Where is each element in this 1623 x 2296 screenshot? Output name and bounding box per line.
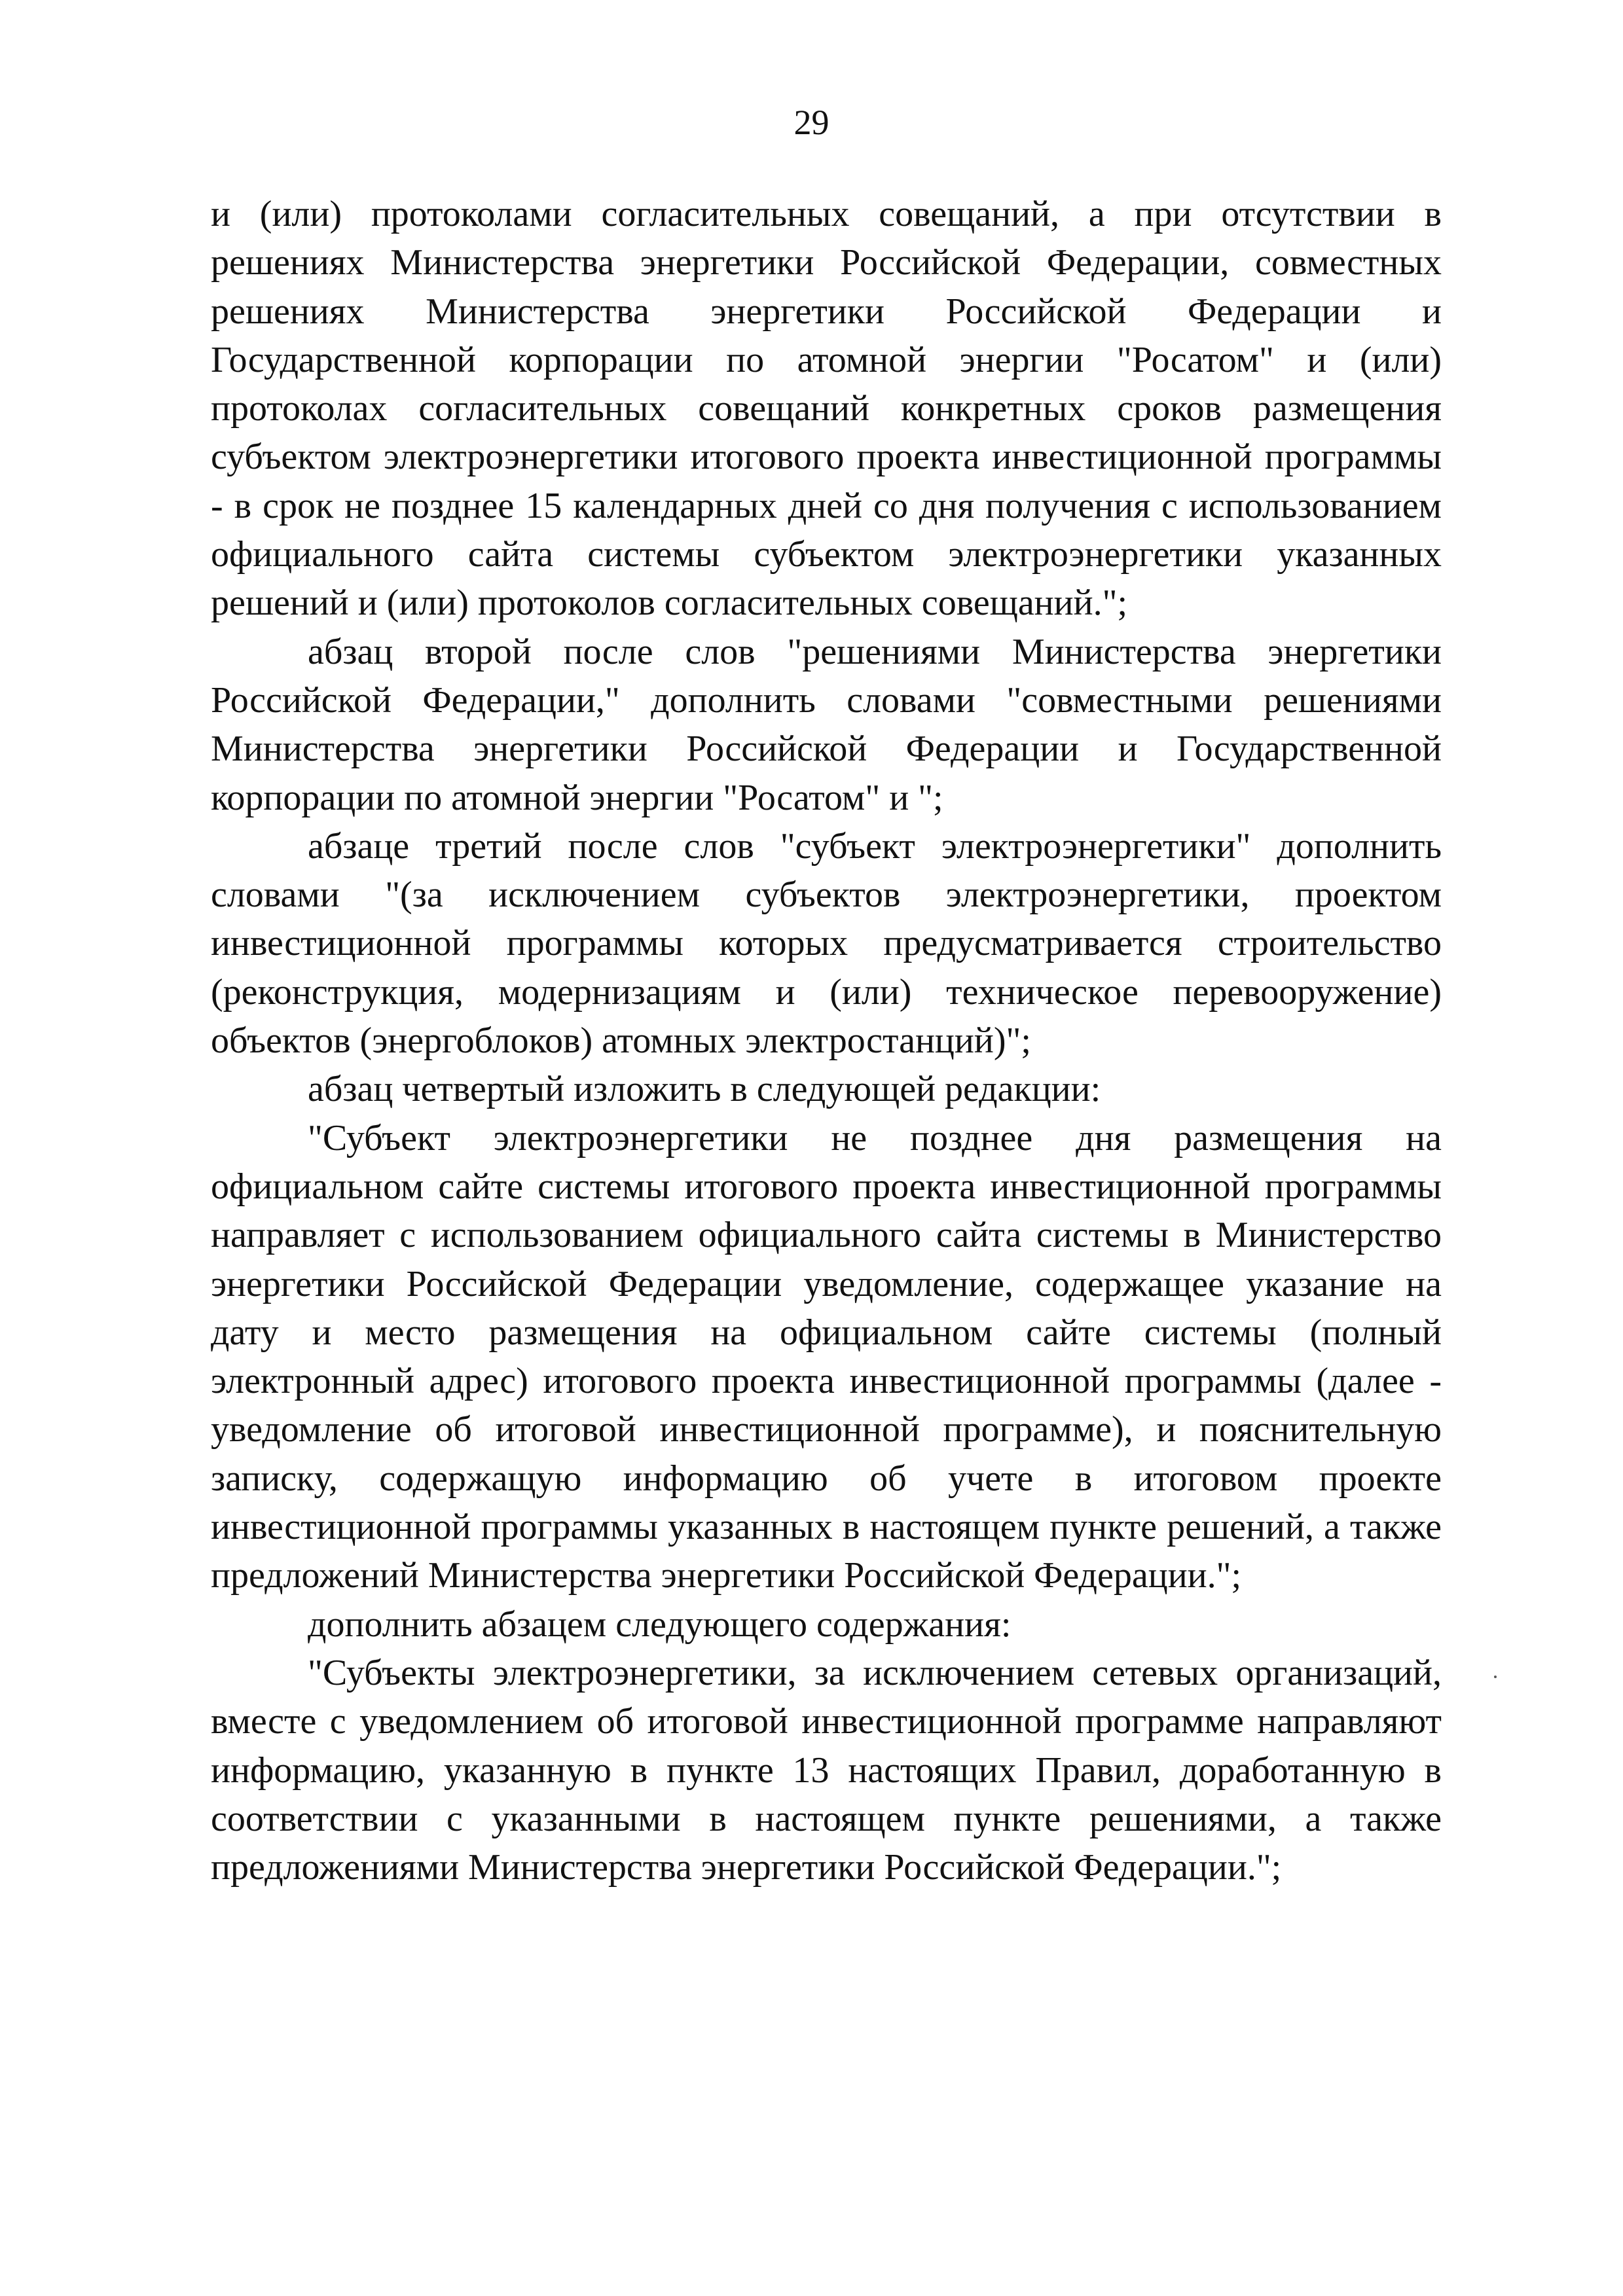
scan-speck	[1494, 1676, 1497, 1678]
paragraph-amendment-second-abzac: абзац второй после слов "решениями Министерства энергетики Российской Федерации," дополнить словами "совместными решениями Министерства энергетики Российской Федерации и Государственной корпорации по атомной энергии "Росатом" и ";	[211, 631, 1442, 818]
paragraph-new-abzac-text: "Субъекты электроэнергетики, за исключением сетевых организаций, вместе с уведомлением об итоговой инвестиционной программе направляют информацию, указанную в пункте 13 настоящих Правил, доработанную в соответствии с указанными в настоящем пункте решениями, а также предложениями Министерства энергетики Российской Федерации.";	[211, 1652, 1442, 1888]
paragraph-new-abzac-intro: дополнить абзацем следующего содержания:	[308, 1604, 1012, 1645]
paragraph-fourth-abzac-text: "Субъект электроэнергетики не позднее дня размещения на официальном сайте системы итогового проекта инвестиционной программы направляет с использованием официального сайта системы в Министерство энергетики Российской Федерации уведомление, содержащее указание на дату и место размещения на официальном сайте системы (полный электронный адрес) итогового проекта инвестиционной программы (далее - уведомление об итоговой инвестиционной программе), и пояснительную записку, содержащую информацию об учете в итоговом проекте инвестиционной программы указанных в настоящем пункте решений, а также предложений Министерства энергетики Российской Федерации.";	[211, 1117, 1442, 1596]
paragraph-fourth-abzac-intro: абзац четвертый изложить в следующей редакции:	[308, 1069, 1101, 1110]
paragraph-amendment-third-abzac: абзаце третий после слов "субъект электроэнергетики" дополнить словами "(за исключением субъектов электроэнергетики, проектом инвестиционной программы которых предусматривается строительство (реконструкция, модернизациям и (или) техническое перевооружение) объектов (энергоблоков) атомных электростанций)";	[211, 825, 1442, 1062]
page-number: 29	[793, 103, 830, 142]
document-body	[211, 190, 1442, 1892]
paragraph-continuation: и (или) протоколами согласительных совещаний, а при отсутствии в решениях Министерства энергетики Российской Федерации, совместных решениях Министерства энергетики Российской Федерации и Государственной корпорации по атомной энергии "Росатом" и (или) протоколах согласительных совещаний конкретных сроков размещения субъектом электроэнергетики итогового проекта инвестиционной программы - в срок не позднее 15 календарных дней со дня получения с использованием официального сайта системы субъектом электроэнергетики указанных решений и (или) протоколов согласительных совещаний.";	[211, 194, 1442, 624]
